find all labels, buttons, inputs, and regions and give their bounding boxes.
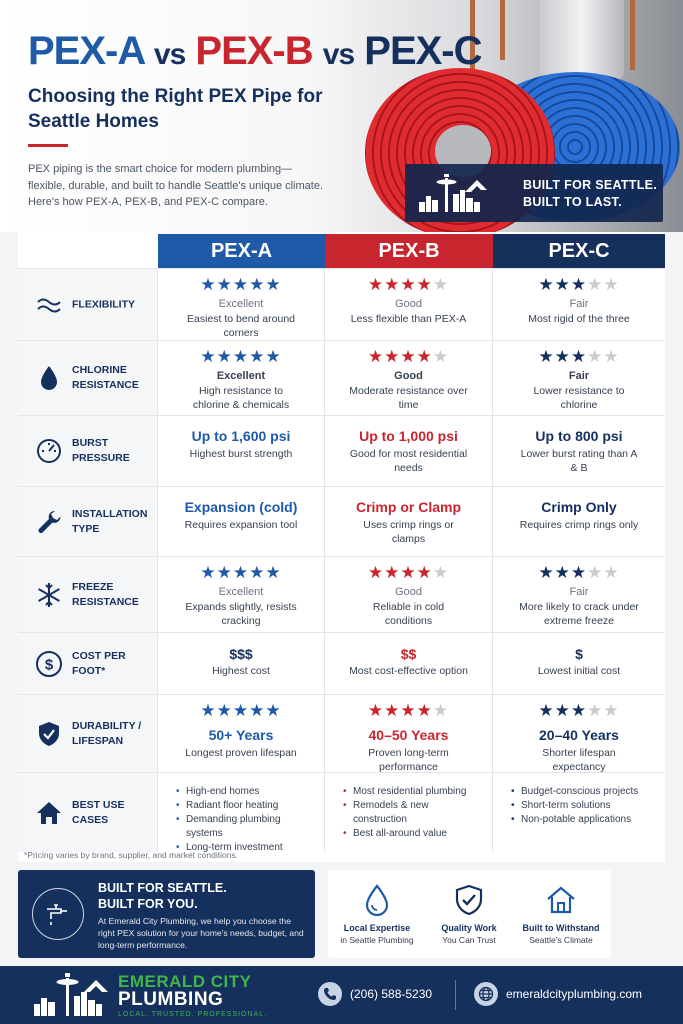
value-text: 50+ Years	[208, 727, 274, 743]
star-empty-icon: ★	[587, 275, 604, 294]
page-subtitle: Choosing the Right PEX Pipe for Seattle Homes	[28, 86, 323, 132]
rating-text: Excellent	[218, 586, 264, 598]
value-text: 40–50 Years	[368, 727, 449, 743]
title-vs: vs	[153, 38, 186, 71]
cell-pex-a	[158, 557, 325, 632]
star-rating	[158, 701, 324, 721]
house-icon	[514, 882, 608, 918]
emerald-city-logo-icon	[28, 970, 112, 1020]
description-text: Requires crimp rings only	[519, 519, 639, 531]
cell-pex-c	[493, 557, 665, 632]
droplet-icon	[34, 363, 64, 393]
list-item: • Short-term solutions	[511, 799, 651, 813]
value-text: Crimp or Clamp	[355, 499, 461, 515]
description-text: Shorter lifespan expectancy	[542, 747, 616, 773]
footnote: *Pricing varies by brand, supplier, and market conditions.	[24, 850, 239, 860]
value-text: Expansion (cold)	[184, 499, 298, 515]
list-item: • Remodels & new construction	[343, 799, 483, 827]
star-empty-icon: ★	[432, 275, 450, 294]
star-filled-icon: ★	[400, 347, 417, 366]
brand-tagline: LOCAL. TRUSTED. PROFESSIONAL.	[118, 1011, 268, 1018]
star-empty-icon: ★	[432, 347, 450, 366]
divider	[28, 144, 68, 147]
feature-title: Local Expertise	[343, 923, 411, 933]
cell-pex-c	[493, 695, 665, 772]
list-item: • Non-potable applications	[511, 813, 651, 827]
table-row	[18, 268, 665, 340]
rating-text: Fair	[569, 586, 589, 598]
seattle-skyline-icon	[415, 172, 495, 216]
star-rating	[493, 563, 665, 583]
star-rating	[493, 275, 665, 295]
row-label	[18, 695, 158, 772]
row-label-text: INSTALLATION TYPE	[72, 507, 148, 535]
cell-pex-a	[158, 773, 325, 852]
water-drop-icon	[330, 882, 424, 918]
description-text: Highest burst strength	[189, 448, 293, 460]
star-filled-icon: ★	[416, 563, 433, 582]
star-empty-icon: ★	[432, 563, 450, 582]
row-label	[18, 416, 158, 486]
cell-pex-b	[325, 773, 493, 852]
water-heater-image	[540, 0, 624, 80]
description-text: Less flexible than PEX-A	[350, 313, 467, 325]
snowflake-icon	[34, 580, 64, 610]
rating-text: Fair	[569, 298, 589, 310]
star-empty-icon: ★	[587, 563, 604, 582]
cell-pex-b	[325, 341, 493, 415]
value-text: Up to 1,600 psi	[191, 428, 291, 444]
star-rating	[158, 347, 324, 367]
cell-pex-b	[325, 487, 493, 556]
description-text: Proven long-term performance	[368, 747, 449, 773]
cell-pex-a	[158, 341, 325, 415]
star-filled-icon: ★	[216, 275, 233, 294]
star-filled-icon: ★	[400, 563, 417, 582]
title-pex-c: PEX-C	[364, 29, 482, 73]
promo-title-line-2: BUILT FOR YOU.	[98, 897, 198, 911]
value-text: $$$	[229, 646, 253, 662]
star-filled-icon: ★	[265, 275, 282, 294]
description-text: Lower burst rating than A & B	[520, 448, 638, 474]
use-case-list	[158, 779, 324, 855]
list-item: • High-end homes	[176, 785, 316, 799]
brand-name-line-2: PLUMBING	[118, 989, 224, 1010]
cell-pex-c	[493, 341, 665, 415]
star-empty-icon: ★	[587, 701, 604, 720]
star-filled-icon: ★	[200, 701, 217, 720]
star-empty-icon: ★	[603, 701, 620, 720]
star-empty-icon: ★	[432, 701, 450, 720]
row-label-text: DURABILITY / LIFESPAN	[72, 719, 142, 747]
table-row	[18, 340, 665, 415]
row-label-text: BURST PRESSURE	[72, 437, 130, 464]
website-url[interactable]: emeraldcityplumbing.com	[506, 987, 643, 1001]
value-text: 20–40 Years	[539, 727, 619, 743]
cell-pex-a	[158, 633, 325, 694]
value-text: Up to 1,000 psi	[359, 428, 458, 444]
list-item: • Most residential plumbing	[343, 785, 483, 799]
copper-pipe	[630, 0, 635, 70]
star-filled-icon: ★	[570, 347, 588, 366]
cell-pex-a	[158, 487, 325, 556]
star-filled-icon: ★	[367, 275, 385, 294]
cell-pex-a	[158, 695, 325, 772]
hero-banner	[0, 0, 683, 232]
star-rating	[325, 275, 492, 295]
badge-text	[523, 177, 657, 211]
star-filled-icon: ★	[216, 701, 233, 720]
page-title	[28, 28, 482, 78]
title-pex-b: PEX-B	[195, 29, 313, 73]
rating-text: Good	[394, 370, 423, 382]
promo-panel	[18, 870, 315, 958]
description-text: Lowest initial cost	[537, 665, 621, 677]
value-text: $	[575, 646, 583, 662]
features-panel	[328, 870, 611, 958]
description-text: Good for most residential needs	[349, 448, 468, 474]
column-header-pex-c: PEX-C	[493, 234, 665, 268]
website-link[interactable]	[474, 982, 642, 1006]
feature-subtitle: You Can Trust	[442, 935, 496, 945]
description-text: Longest proven lifespan	[185, 747, 297, 759]
footer-divider	[455, 980, 456, 1010]
row-label	[18, 557, 158, 632]
badge-line-2: BUILT TO LAST.	[523, 195, 622, 209]
brand-name-line-1: EMERALD CITY	[118, 972, 252, 991]
comparison-table	[18, 232, 665, 862]
phone-link[interactable]	[318, 982, 432, 1006]
value-text: Crimp Only	[541, 499, 617, 515]
row-label-text: CHLORINE RESISTANCE	[72, 364, 139, 391]
star-rating	[325, 563, 492, 583]
description-text: Uses crimp rings or clamps	[363, 519, 454, 545]
cell-pex-c	[493, 633, 665, 694]
star-filled-icon: ★	[367, 701, 385, 720]
rating-text: Good	[395, 586, 422, 598]
list-item: • Demanding plumbing systems	[176, 813, 316, 841]
phone-icon	[318, 982, 342, 1006]
star-filled-icon: ★	[538, 275, 555, 294]
description-text: Moderate resistance over time	[349, 385, 468, 411]
feature-local-expertise	[330, 882, 424, 946]
globe-icon	[474, 982, 498, 1006]
description-text: Requires expansion tool	[184, 519, 298, 531]
promo-title-line-1: BUILT FOR SEATTLE.	[98, 881, 227, 895]
star-empty-icon: ★	[603, 563, 620, 582]
built-for-seattle-badge	[405, 164, 663, 222]
list-item: • Radiant floor heating	[176, 799, 316, 813]
shield-icon	[34, 719, 64, 749]
star-filled-icon: ★	[384, 701, 401, 720]
star-filled-icon: ★	[232, 275, 250, 294]
shield-check-icon	[422, 882, 516, 918]
star-rating	[493, 701, 665, 721]
description-text: Most cost-effective option	[349, 665, 468, 677]
list-item: • Budget-conscious projects	[511, 785, 651, 799]
list-item: • Long-term investment	[176, 841, 316, 855]
star-filled-icon: ★	[216, 563, 233, 582]
table-row	[18, 415, 665, 486]
star-rating	[325, 701, 492, 721]
feature-subtitle: Seattle's Climate	[529, 935, 593, 945]
cell-pex-c	[493, 269, 665, 340]
star-filled-icon: ★	[384, 563, 401, 582]
star-empty-icon: ★	[587, 347, 604, 366]
cell-pex-b	[325, 557, 493, 632]
star-filled-icon: ★	[249, 563, 266, 582]
table-row	[18, 556, 665, 632]
description-text: Easiest to bend around corners	[187, 313, 295, 339]
star-filled-icon: ★	[570, 701, 588, 720]
description-text: Lower resistance to chlorine	[533, 385, 625, 411]
star-filled-icon: ★	[570, 563, 588, 582]
rating-text: Good	[395, 298, 422, 310]
star-filled-icon: ★	[265, 563, 282, 582]
table-row	[18, 486, 665, 556]
value-text: $$	[400, 646, 417, 662]
home-icon	[34, 798, 64, 828]
description-text: Most rigid of the three	[528, 313, 630, 325]
feature-quality-work	[422, 882, 516, 946]
feature-built-to-withstand	[514, 882, 608, 946]
cell-pex-a	[158, 269, 325, 340]
star-filled-icon: ★	[232, 347, 250, 366]
row-label	[18, 269, 158, 340]
column-header-pex-a: PEX-A	[158, 234, 325, 268]
star-filled-icon: ★	[538, 563, 555, 582]
row-label-text: FLEXIBILITY	[72, 298, 135, 310]
table-row	[18, 694, 665, 772]
star-filled-icon: ★	[249, 347, 266, 366]
description-text: More likely to crack under extreme freeze	[519, 601, 639, 627]
feature-title: Quality Work	[441, 923, 497, 933]
star-filled-icon: ★	[200, 347, 217, 366]
description-text: Expands slightly, resists cracking	[185, 601, 297, 627]
row-label-text: COST PER FOOT*	[72, 649, 126, 677]
star-filled-icon: ★	[367, 563, 385, 582]
cell-pex-b	[325, 269, 493, 340]
star-filled-icon: ★	[554, 563, 571, 582]
value-text: Up to 800 psi	[535, 428, 623, 444]
svg-text:$: $	[44, 656, 54, 673]
row-label	[18, 773, 158, 852]
star-filled-icon: ★	[200, 563, 217, 582]
star-filled-icon: ★	[400, 275, 417, 294]
star-filled-icon: ★	[400, 701, 417, 720]
cell-pex-b	[325, 416, 493, 486]
star-filled-icon: ★	[554, 701, 571, 720]
star-filled-icon: ★	[265, 347, 282, 366]
title-pex-a: PEX-A	[28, 29, 144, 73]
description-text: Reliable in cold conditions	[372, 601, 445, 627]
footer	[0, 966, 683, 1024]
star-rating	[493, 347, 665, 367]
intro-text: PEX piping is the smart choice for modern plumbing—flexible, durable, and built to handle Seattle's unique climate. Here's how PEX-A, PEX-B, and PEX-C compare.	[28, 163, 324, 208]
table-row	[18, 772, 665, 852]
promo-text: At Emerald City Plumbing, we help you choose the right PEX solution for your home's needs, budget, and long-term performance.	[98, 916, 304, 950]
star-filled-icon: ★	[570, 275, 588, 294]
row-label-text: BEST USE CASES	[72, 798, 125, 826]
star-rating	[158, 563, 324, 583]
list-item: • Best all-around value	[343, 827, 483, 841]
table-row	[18, 632, 665, 694]
star-filled-icon: ★	[216, 347, 233, 366]
row-label	[18, 341, 158, 415]
star-filled-icon: ★	[200, 275, 217, 294]
table-header	[18, 234, 665, 268]
star-filled-icon: ★	[265, 701, 282, 720]
wrench-icon	[34, 507, 64, 537]
promo-title	[98, 880, 227, 912]
row-label-text: FREEZE RESISTANCE	[72, 580, 139, 608]
star-filled-icon: ★	[416, 701, 433, 720]
cell-pex-c	[493, 416, 665, 486]
star-filled-icon: ★	[384, 347, 401, 366]
column-header-pex-b: PEX-B	[325, 234, 493, 268]
row-label	[18, 487, 158, 556]
star-rating	[158, 275, 324, 295]
star-filled-icon: ★	[554, 275, 571, 294]
cell-pex-b	[325, 633, 493, 694]
star-filled-icon: ★	[384, 275, 401, 294]
star-filled-icon: ★	[554, 347, 571, 366]
rating-text: Excellent	[218, 298, 264, 310]
rating-text: Excellent	[216, 370, 266, 382]
feature-subtitle: in Seattle Plumbing	[340, 935, 414, 945]
star-filled-icon: ★	[416, 275, 433, 294]
dollar-icon	[34, 649, 64, 679]
star-filled-icon: ★	[249, 275, 266, 294]
star-filled-icon: ★	[249, 701, 266, 720]
phone-number[interactable]: (206) 588-5230	[350, 987, 433, 1001]
star-filled-icon: ★	[538, 347, 555, 366]
use-case-list	[325, 779, 492, 841]
star-empty-icon: ★	[603, 347, 620, 366]
gauge-icon	[34, 436, 64, 466]
title-vs: vs	[322, 38, 355, 71]
star-filled-icon: ★	[232, 701, 250, 720]
star-filled-icon: ★	[232, 563, 250, 582]
feature-title: Built to Withstand	[522, 923, 600, 933]
cell-pex-c	[493, 773, 665, 852]
copper-pipe	[500, 0, 505, 60]
star-filled-icon: ★	[416, 347, 433, 366]
rating-text: Fair	[568, 370, 590, 382]
hero-text	[28, 28, 482, 211]
faucet-icon	[32, 888, 84, 940]
star-filled-icon: ★	[367, 347, 385, 366]
cell-pex-b	[325, 695, 493, 772]
star-filled-icon: ★	[538, 701, 555, 720]
wave-icon	[34, 290, 64, 320]
use-case-list	[493, 779, 665, 827]
cell-pex-a	[158, 416, 325, 486]
star-empty-icon: ★	[603, 275, 620, 294]
cell-pex-c	[493, 487, 665, 556]
row-label	[18, 633, 158, 694]
badge-line-1: BUILT FOR SEATTLE.	[523, 178, 658, 192]
description-text: High resistance to chlorine & chemicals	[192, 385, 290, 411]
star-rating	[325, 347, 492, 367]
description-text: Highest cost	[212, 665, 270, 677]
